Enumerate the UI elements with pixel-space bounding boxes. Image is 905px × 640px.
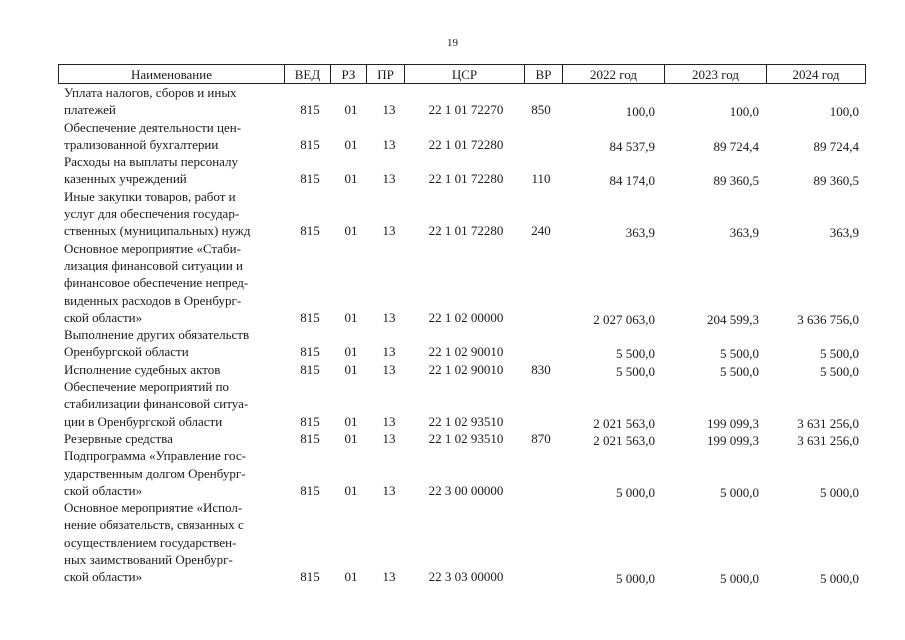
row-2023: 363,9 bbox=[729, 225, 759, 241]
row-csr: 22 3 03 00000 bbox=[428, 569, 504, 585]
row-rz: 01 bbox=[344, 569, 358, 585]
row-ved: 815 bbox=[300, 569, 320, 585]
row-pr: 13 bbox=[382, 136, 396, 152]
row-pr: 13 bbox=[382, 223, 396, 239]
row-csr: 22 1 02 90010 bbox=[428, 344, 504, 360]
row-2024: 363,9 bbox=[829, 225, 859, 241]
row-ved: 815 bbox=[300, 136, 320, 152]
header-ved: ВЕД bbox=[284, 65, 330, 83]
row-2024: 5 500,0 bbox=[820, 346, 859, 362]
table-header bbox=[58, 64, 866, 84]
row-pr: 13 bbox=[382, 569, 396, 585]
row-pr: 13 bbox=[382, 482, 396, 498]
row-2022: 5 500,0 bbox=[616, 363, 655, 379]
row-rz: 01 bbox=[344, 361, 358, 377]
row-name bbox=[64, 153, 296, 188]
row-2023: 5 000,0 bbox=[720, 484, 759, 500]
row-name-line: нение обязательств, связанных с bbox=[64, 517, 244, 533]
row-pr: 13 bbox=[382, 361, 396, 377]
table-row bbox=[0, 188, 905, 240]
row-name-line: казенных учреждений bbox=[64, 171, 187, 187]
row-pr: 13 bbox=[382, 413, 396, 429]
row-pr: 13 bbox=[382, 171, 396, 187]
row-name-line: трализованной бухгалтерии bbox=[64, 136, 219, 152]
row-2022: 84 537,9 bbox=[609, 138, 655, 154]
row-name-line: ции в Оренбургской области bbox=[64, 413, 223, 429]
table-row bbox=[0, 430, 905, 447]
row-csr: 22 1 01 72280 bbox=[428, 223, 504, 239]
row-name-line: осуществлением государствен- bbox=[64, 534, 237, 550]
row-name-line: стабилизации финансовой ситуа- bbox=[64, 396, 249, 412]
row-pr: 13 bbox=[382, 431, 396, 446]
row-name-line: Основное мероприятие «Испол- bbox=[64, 500, 243, 516]
row-ved: 815 bbox=[300, 431, 320, 446]
row-rz: 01 bbox=[344, 102, 358, 118]
row-ved: 815 bbox=[300, 482, 320, 498]
row-ved: 815 bbox=[300, 102, 320, 118]
row-2022: 2 027 063,0 bbox=[593, 311, 655, 327]
row-name bbox=[64, 430, 296, 447]
row-2022: 2 021 563,0 bbox=[593, 433, 655, 448]
row-2023: 100,0 bbox=[729, 104, 759, 120]
row-name-line: виденных расходов в Оренбург- bbox=[64, 292, 242, 308]
row-name-line: ственных (муниципальных) нужд bbox=[64, 223, 251, 239]
row-2023: 204 599,3 bbox=[707, 311, 759, 327]
row-2022: 363,9 bbox=[625, 225, 655, 241]
row-csr: 22 1 01 72280 bbox=[428, 171, 504, 187]
row-2023: 5 500,0 bbox=[720, 346, 759, 362]
row-name bbox=[64, 84, 296, 119]
header-2023: 2023 год bbox=[664, 65, 766, 83]
row-2023: 199 099,3 bbox=[707, 433, 759, 448]
row-name-line: ской области» bbox=[64, 482, 143, 498]
row-name-line: Исполнение судебных актов bbox=[64, 361, 221, 377]
row-rz: 01 bbox=[344, 431, 358, 446]
row-2024: 3 636 756,0 bbox=[797, 311, 859, 327]
table-row bbox=[0, 361, 905, 378]
row-csr: 22 1 02 93510 bbox=[428, 413, 504, 429]
row-2023: 199 099,3 bbox=[707, 415, 759, 431]
table-row bbox=[0, 240, 905, 327]
row-name-line: Расходы на выплаты персоналу bbox=[64, 154, 239, 170]
row-name bbox=[64, 447, 296, 499]
row-name bbox=[64, 361, 296, 378]
row-ved: 815 bbox=[300, 413, 320, 429]
row-name bbox=[64, 326, 296, 361]
row-2024: 3 631 256,0 bbox=[797, 415, 859, 431]
header-name: Наименование bbox=[58, 65, 284, 83]
row-rz: 01 bbox=[344, 309, 358, 325]
row-csr: 22 1 02 93510 bbox=[428, 431, 504, 446]
row-name bbox=[64, 499, 296, 585]
row-name-line: Основное мероприятие «Стаби- bbox=[64, 240, 241, 256]
table-row bbox=[0, 326, 905, 361]
row-ved: 815 bbox=[300, 223, 320, 239]
row-pr: 13 bbox=[382, 102, 396, 118]
row-csr: 22 1 02 00000 bbox=[428, 309, 504, 325]
header-csr: ЦСР bbox=[404, 65, 524, 83]
row-2023: 5 500,0 bbox=[720, 363, 759, 379]
row-name-line: Обеспечение деятельности цен- bbox=[64, 119, 242, 135]
header-pr: ПР bbox=[366, 65, 404, 83]
row-csr: 22 1 01 72270 bbox=[428, 102, 504, 118]
row-2022: 5 000,0 bbox=[616, 484, 655, 500]
row-name-line: Оренбургской области bbox=[64, 344, 189, 360]
row-2022: 2 021 563,0 bbox=[593, 415, 655, 431]
row-name-line: ской области» bbox=[64, 309, 143, 325]
row-2024: 5 500,0 bbox=[820, 363, 859, 379]
table-row bbox=[0, 119, 905, 154]
row-rz: 01 bbox=[344, 344, 358, 360]
table-row bbox=[0, 153, 905, 188]
row-name bbox=[64, 378, 296, 430]
row-2022: 100,0 bbox=[625, 104, 655, 120]
row-vr: 830 bbox=[531, 361, 551, 377]
row-rz: 01 bbox=[344, 413, 358, 429]
row-rz: 01 bbox=[344, 223, 358, 239]
row-name-line: Уплата налогов, сборов и иных bbox=[64, 85, 237, 100]
row-name-line: платежей bbox=[64, 102, 116, 118]
row-name-line: Подпрограмма «Управление гос- bbox=[64, 448, 246, 464]
row-2024: 5 000,0 bbox=[820, 571, 859, 587]
row-pr: 13 bbox=[382, 344, 396, 360]
row-csr: 22 1 02 90010 bbox=[428, 361, 504, 377]
row-2023: 89 360,5 bbox=[713, 173, 759, 189]
row-rz: 01 bbox=[344, 482, 358, 498]
row-name bbox=[64, 240, 296, 326]
table-row bbox=[0, 378, 905, 430]
row-2022: 5 500,0 bbox=[616, 346, 655, 362]
row-vr: 850 bbox=[531, 102, 551, 118]
row-csr: 22 1 01 72280 bbox=[428, 136, 504, 152]
table-row bbox=[0, 84, 905, 119]
row-name-line: лизация финансовой ситуации и bbox=[64, 257, 243, 273]
table-row bbox=[0, 447, 905, 499]
row-name-line: Резервные средства bbox=[64, 431, 173, 446]
row-vr: 240 bbox=[531, 223, 551, 239]
row-name bbox=[64, 119, 296, 154]
row-name-line: ской области» bbox=[64, 569, 143, 585]
row-rz: 01 bbox=[344, 171, 358, 187]
row-2024: 3 631 256,0 bbox=[797, 433, 859, 448]
row-rz: 01 bbox=[344, 136, 358, 152]
row-vr: 870 bbox=[531, 431, 551, 446]
page-number: 19 bbox=[447, 37, 458, 49]
row-name-line: Иные закупки товаров, работ и bbox=[64, 188, 236, 204]
row-2024: 5 000,0 bbox=[820, 484, 859, 500]
row-csr: 22 3 00 00000 bbox=[428, 482, 504, 498]
row-ved: 815 bbox=[300, 309, 320, 325]
row-name-line: Обеспечение мероприятий по bbox=[64, 379, 230, 395]
header-2024: 2024 год bbox=[766, 65, 866, 83]
row-2024: 100,0 bbox=[829, 104, 859, 120]
row-ved: 815 bbox=[300, 361, 320, 377]
header-2022: 2022 год bbox=[562, 65, 664, 83]
row-pr: 13 bbox=[382, 309, 396, 325]
row-2024: 89 360,5 bbox=[813, 173, 859, 189]
row-name-line: ударственным долгом Оренбург- bbox=[64, 465, 246, 481]
header-rz: РЗ bbox=[330, 65, 366, 83]
row-2022: 5 000,0 bbox=[616, 571, 655, 587]
row-vr: 110 bbox=[531, 171, 551, 187]
row-name bbox=[64, 188, 296, 240]
header-vr: ВР bbox=[524, 65, 562, 83]
table-row bbox=[0, 499, 905, 586]
row-2023: 5 000,0 bbox=[720, 571, 759, 587]
row-name-line: услуг для обеспечения государ- bbox=[64, 206, 240, 222]
row-name-line: Выполнение других обязательств bbox=[64, 327, 250, 343]
row-ved: 815 bbox=[300, 344, 320, 360]
row-2023: 89 724,4 bbox=[713, 138, 759, 154]
row-name-line: ных заимствований Оренбург- bbox=[64, 552, 233, 568]
row-ved: 815 bbox=[300, 171, 320, 187]
row-2022: 84 174,0 bbox=[609, 173, 655, 189]
row-2024: 89 724,4 bbox=[813, 138, 859, 154]
row-name-line: финансовое обеспечение непред- bbox=[64, 275, 249, 291]
